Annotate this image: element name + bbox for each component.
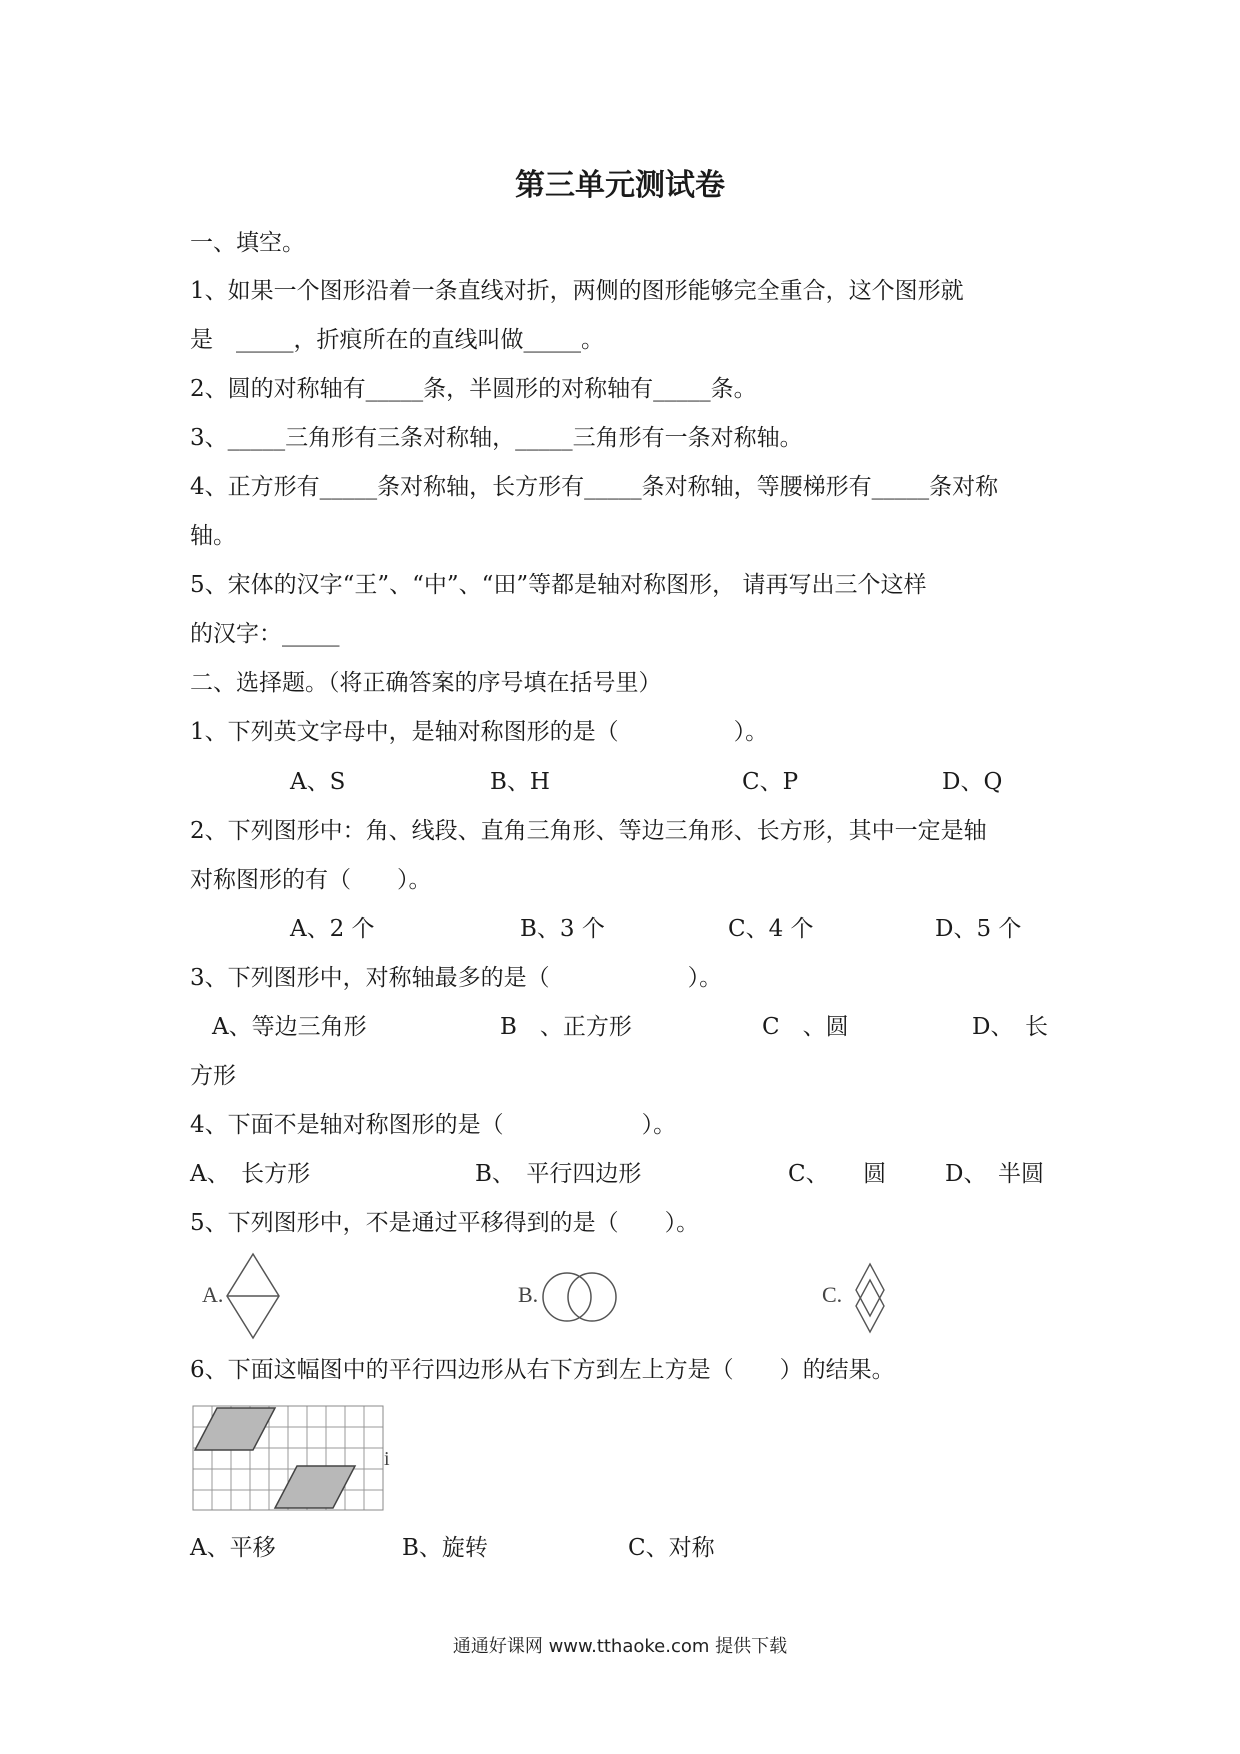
q6-grid-figure [193, 1406, 383, 1510]
figure-b-circles [540, 1270, 620, 1324]
figure-a-label: A. [202, 1282, 224, 1307]
choice-q1-option-c: C、P [742, 769, 799, 795]
choice-q2-option-a: A、2 个 [290, 916, 375, 942]
choice-q3-option-d: D、 长 [972, 1014, 1048, 1040]
fill-q5-line1: 5、宋体的汉字“王”、“中”、“田”等都是轴对称图形， 请再写出三个这样 [190, 572, 927, 598]
choice-q3: 3、下列图形中，对称轴最多的是（ ）。 [190, 965, 723, 991]
choice-q3-option-b: B 、正方形 [500, 1014, 632, 1040]
fill-q1-line1: 1、如果一个图形沿着一条直线对折，两侧的图形能够完全重合，这个图形就 [190, 278, 964, 304]
fill-q2: 2、圆的对称轴有_____条，半圆形的对称轴有_____条。 [190, 376, 757, 402]
fill-q5-line2: 的汉字：_____ [190, 621, 340, 647]
fill-q1-line2: 是 _____，折痕所在的直线叫做_____。 [190, 327, 604, 353]
grid-mark: i [384, 1448, 390, 1470]
choice-q4-option-d: D、 半圆 [945, 1161, 1044, 1187]
choice-q2-line1: 2、下列图形中：角、线段、直角三角形、等边三角形、长方形，其中一定是轴 [190, 818, 987, 844]
section-1-heading: 一、填空。 [190, 230, 305, 256]
fill-q3: 3、_____三角形有三条对称轴，_____三角形有一条对称轴。 [190, 425, 803, 451]
choice-q2-option-b: B、3 个 [520, 916, 605, 942]
choice-q5: 5、下列图形中，不是通过平移得到的是（ ）。 [190, 1210, 700, 1236]
choice-q6-option-b: B、旋转 [402, 1535, 488, 1561]
choice-q1-option-d: D、Q [942, 769, 1003, 795]
page-title: 第三单元测试卷 [515, 168, 725, 203]
figure-c-nested-diamonds [853, 1262, 889, 1334]
choice-q3-wrap: 方形 [190, 1063, 236, 1089]
fill-q4-line1: 4、正方形有_____条对称轴，长方形有_____条对称轴，等腰梯形有_____条对称 [190, 474, 999, 500]
footer-credit: 通通好课网 www.tthaoke.com 提供下载 [452, 1636, 788, 1657]
choice-q2-option-d: D、5 个 [935, 916, 1022, 942]
choice-q6-option-a: A、平移 [190, 1535, 276, 1561]
choice-q1-option-a: A、S [290, 769, 346, 795]
parallelogram-bottom-right [275, 1466, 355, 1508]
choice-q6-option-c: C、对称 [628, 1535, 715, 1561]
choice-q2-option-c: C、4 个 [728, 916, 814, 942]
choice-q4-option-a: A、 长方形 [190, 1161, 311, 1187]
choice-q3-option-a: A、等边三角形 [212, 1014, 367, 1040]
choice-q4-option-c: C、 圆 [788, 1161, 887, 1187]
choice-q2-line2: 对称图形的有（ ）。 [190, 867, 432, 893]
figure-a-diamonds [226, 1252, 286, 1342]
choice-q3-option-c: C 、圆 [762, 1014, 849, 1040]
figure-b-label: B. [518, 1282, 539, 1307]
choice-q1-option-b: B、H [490, 769, 550, 795]
choice-q4-option-b: B、 平行四边形 [475, 1161, 642, 1187]
fill-q4-line2: 轴。 [190, 523, 236, 549]
parallelogram-top-left [195, 1408, 275, 1450]
choice-q1: 1、下列英文字母中，是轴对称图形的是（ ）。 [190, 719, 769, 745]
choice-q4: 4、下面不是轴对称图形的是（ ）。 [190, 1112, 677, 1138]
choice-q6: 6、下面这幅图中的平行四边形从右下方到左上方是（ ）的结果。 [190, 1357, 895, 1383]
section-2-heading: 二、选择题。（将正确答案的序号填在括号里） [190, 670, 662, 696]
figure-c-label: C. [822, 1282, 843, 1307]
